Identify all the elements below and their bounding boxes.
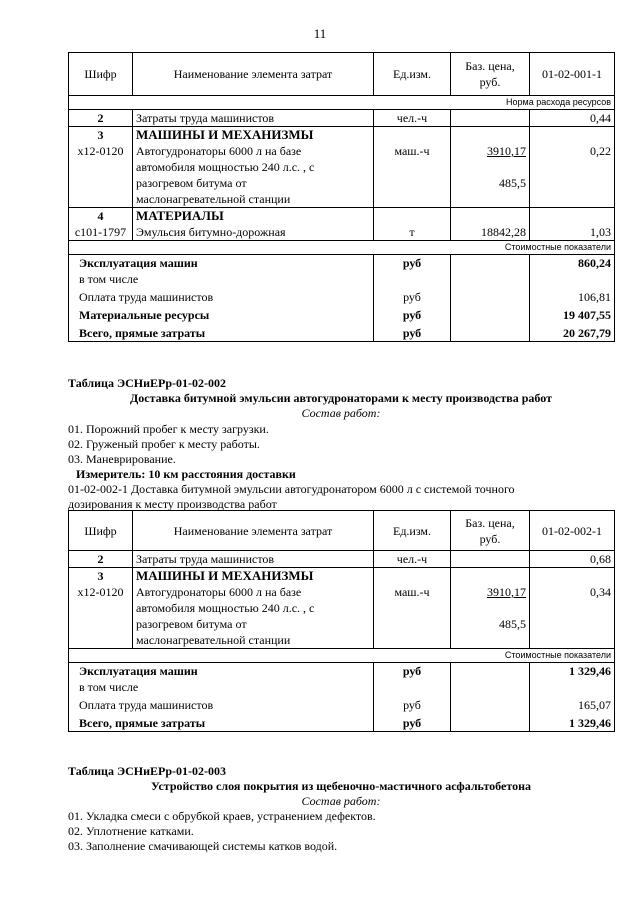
work-item: 03. Маневрирование. [68,452,176,466]
table-row: 2 Затраты труда машинистов чел.-ч 0,44 [69,110,615,127]
header-code: Шифр [69,53,133,96]
resource-table-2 [68,510,615,732]
header-code-column: 01-02-001-1 [530,53,615,96]
section-title: МАШИНЫ И МЕХАНИЗМЫ [136,568,314,583]
measurement-unit: Измеритель: 10 км расстояния доставки [76,467,296,481]
section-heading-3: Устройство слоя покрытия из щебеночно-мастичного асфальтобетона [150,779,532,793]
work-item: 03. Заполнение смачивающей системы катков водой. [68,839,338,853]
table-title-2: Таблица ЭСНиЕРр-01-02-002 [68,376,227,390]
composition-label-2: Состав работ: [301,406,381,420]
resource-table-1 [68,52,615,342]
header-base-price: Баз. цена, руб. [451,53,530,96]
composition-label-3: Состав работ: [301,794,381,808]
table-row: 4 с101-1797 МАТЕРИАЛЫ Эмульсия битумно-дорожная т 18842,28 1,03 [69,208,615,241]
cost-label: Стоимостные показатели [69,241,615,255]
table-row: 2 Затраты труда машинистов чел.-ч 0,68 [69,551,615,568]
section-title: МАТЕРИАЛЫ [136,208,224,223]
cost-label: Стоимостные показатели [69,649,615,663]
page-number: 11 [313,26,327,41]
table-row: 3 х12-0120 МАШИНЫ И МЕХАНИЗМЫ Автогудронаторы 6000 л на базе автомобиля мощностью 240 л.с. , с разогревом битума от маслонагревательной станции маш.-ч 3910,17 485,5 0,22 [69,127,615,208]
work-item: 01. Порожний пробег к месту загрузки. [68,422,269,436]
section-heading-2: Доставка битумной эмульсии автогудронаторами к месту производства работ [130,391,552,405]
work-item: 01. Укладка смеси с обрубкой краев, устранением дефектов. [68,809,376,823]
summary-block: Эксплуатация машин в том числе Оплата труда машинистов Всего, прямые затраты руб руб руб 1 329,46 165,07 1 329,46 [69,663,615,732]
section-title: МАШИНЫ И МЕХАНИЗМЫ [136,127,314,142]
work-item: 02. Уплотнение катками. [68,824,194,838]
header-unit: Ед.изм. [374,53,451,96]
table-title-3: Таблица ЭСНиЕРр-01-02-003 [68,764,227,778]
item-description: 01-02-002-1 Доставка битумной эмульсии автогудронатором 6000 л с системой точного [68,482,515,496]
work-item: 02. Груженый пробег к месту работы. [68,437,260,451]
table-header-row [69,53,615,96]
norm-label: Норма расхода ресурсов [69,96,615,110]
header-name: Наименование элемента затрат [133,53,374,96]
summary-block: Эксплуатация машин в том числе Оплата труда машинистов Материальные ресурсы Всего, прямые затраты руб руб руб руб 860,24 106,81 19 407,55 20 267,79 [69,255,615,342]
table-row: 3 х12-0120 МАШИНЫ И МЕХАНИЗМЫ Автогудронаторы 6000 л на базе автомобиля мощностью 240 л.с. , с разогревом битума от маслонагревательной станции маш.-ч 3910,17 485,5 0,34 [69,568,615,649]
item-description: дозирования к месту производства работ [68,497,277,511]
table-header-row: Шифр Наименование элемента затрат Ед.изм. Баз. цена, руб. 01-02-002-1 [69,511,615,551]
